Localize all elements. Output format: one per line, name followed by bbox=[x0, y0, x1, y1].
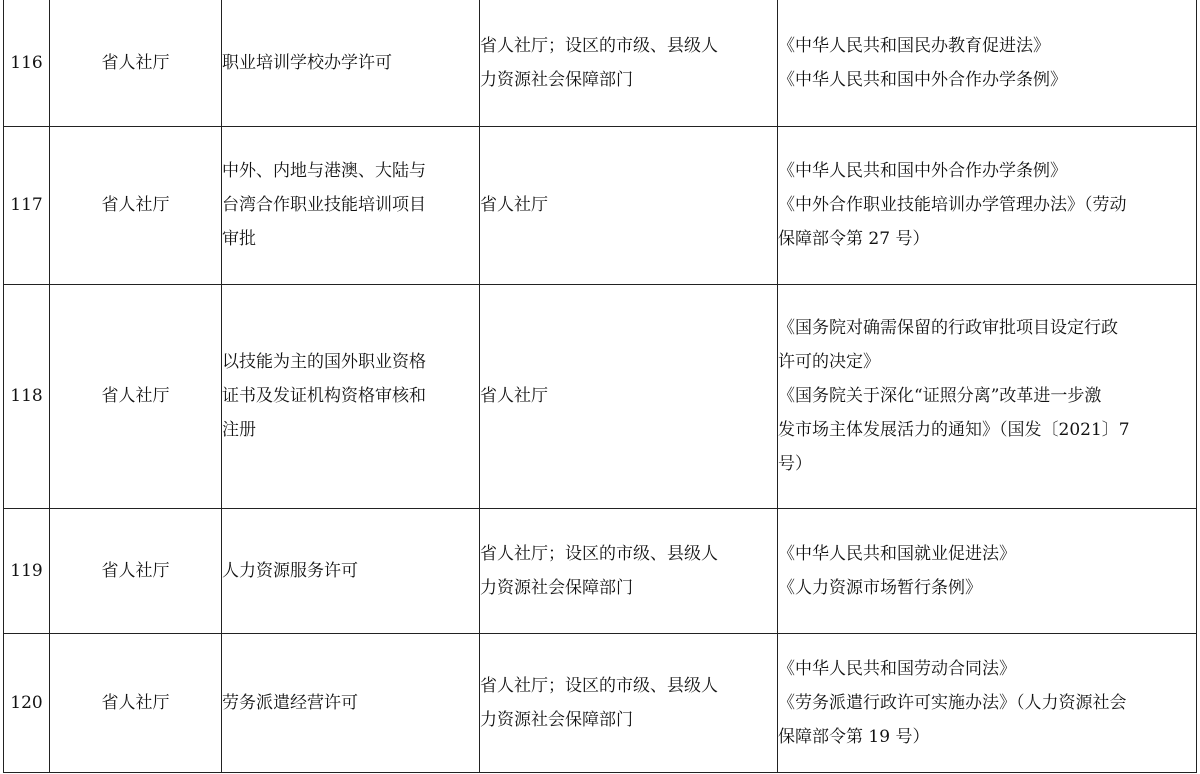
row-number: 116 bbox=[4, 0, 50, 126]
item-name-cell bbox=[222, 633, 480, 772]
implementing-org-cell bbox=[480, 0, 778, 126]
legal-basis-cell bbox=[778, 284, 1197, 508]
text-line: 省人社厅；设区的市级、县级人 bbox=[480, 675, 718, 696]
implementing-org-cell bbox=[480, 126, 778, 284]
department-cell: 省人社厅 bbox=[50, 0, 222, 126]
department-cell: 省人社厅 bbox=[50, 284, 222, 508]
item-name-cell bbox=[222, 0, 480, 126]
text-line: 力资源社会保障部门 bbox=[480, 577, 633, 598]
table-row bbox=[4, 0, 1197, 126]
text-line: 证书及发证机构资格审核和 bbox=[222, 386, 426, 406]
text-line: 中外、内地与港澳、大陆与 bbox=[222, 161, 426, 181]
department-cell: 省人社厅 bbox=[50, 126, 222, 284]
implementing-org-cell bbox=[480, 633, 778, 772]
text-line: 《国务院关于深化“证照分离”改革进一步激 bbox=[778, 386, 1102, 406]
legal-basis-cell bbox=[778, 508, 1197, 633]
implementing-org-cell bbox=[480, 284, 778, 508]
legal-basis-cell bbox=[778, 0, 1197, 126]
text-line: 《国务院对确需保留的行政审批项目设定行政 bbox=[778, 318, 1118, 338]
text-line: 省人社厅；设区的市级、县级人 bbox=[480, 543, 718, 564]
text-line: 《中华人民共和国劳动合同法》 bbox=[778, 658, 1016, 679]
row-number: 119 bbox=[4, 508, 50, 633]
legal-basis-cell bbox=[778, 126, 1197, 284]
item-name-cell bbox=[222, 284, 480, 508]
text-line: 省人社厅 bbox=[480, 195, 548, 215]
text-line: 《中华人民共和国中外合作办学条例》 bbox=[778, 69, 1067, 90]
text-line: 《中华人民共和国中外合作办学条例》 bbox=[778, 161, 1067, 181]
permits-table bbox=[3, 0, 1197, 773]
text-line: 保障部令第 19 号） bbox=[778, 726, 930, 747]
row-number: 118 bbox=[4, 284, 50, 508]
text-line: 劳务派遣经营许可 bbox=[222, 692, 358, 713]
text-line: 《中华人民共和国就业促进法》 bbox=[778, 543, 1016, 564]
implementing-org-cell bbox=[480, 508, 778, 633]
text-line: 《中华人民共和国民办教育促进法》 bbox=[778, 35, 1050, 56]
text-line: 力资源社会保障部门 bbox=[480, 69, 633, 90]
table-row bbox=[4, 633, 1197, 772]
item-name-cell bbox=[222, 508, 480, 633]
text-line: 省人社厅；设区的市级、县级人 bbox=[480, 35, 718, 56]
text-line: 省人社厅 bbox=[480, 386, 548, 406]
text-line: 许可的决定》 bbox=[778, 352, 880, 372]
text-line: 以技能为主的国外职业资格 bbox=[222, 352, 426, 372]
item-name-cell bbox=[222, 126, 480, 284]
text-line: 职业培训学校办学许可 bbox=[222, 52, 392, 73]
legal-basis-cell bbox=[778, 633, 1197, 772]
text-line: 《劳务派遣行政许可实施办法》（人力资源社会 bbox=[778, 692, 1127, 713]
text-line: 《中外合作职业技能培训办学管理办法》（劳动 bbox=[778, 195, 1127, 215]
department-cell: 省人社厅 bbox=[50, 508, 222, 633]
table-row bbox=[4, 126, 1197, 284]
department-cell: 省人社厅 bbox=[50, 633, 222, 772]
text-line: 保障部令第 27 号） bbox=[778, 229, 930, 249]
text-line: 《人力资源市场暂行条例》 bbox=[778, 577, 982, 598]
text-line: 注册 bbox=[222, 420, 256, 440]
text-line: 台湾合作职业技能培训项目 bbox=[222, 195, 426, 215]
text-line: 人力资源服务许可 bbox=[222, 560, 358, 581]
row-number: 117 bbox=[4, 126, 50, 284]
text-line: 号） bbox=[778, 454, 812, 474]
text-line: 发市场主体发展活力的通知》（国发〔2021〕7 bbox=[778, 420, 1130, 440]
row-number: 120 bbox=[4, 633, 50, 772]
text-line: 力资源社会保障部门 bbox=[480, 709, 633, 730]
table-row bbox=[4, 508, 1197, 633]
text-line: 审批 bbox=[222, 229, 256, 249]
table-row bbox=[4, 284, 1197, 508]
